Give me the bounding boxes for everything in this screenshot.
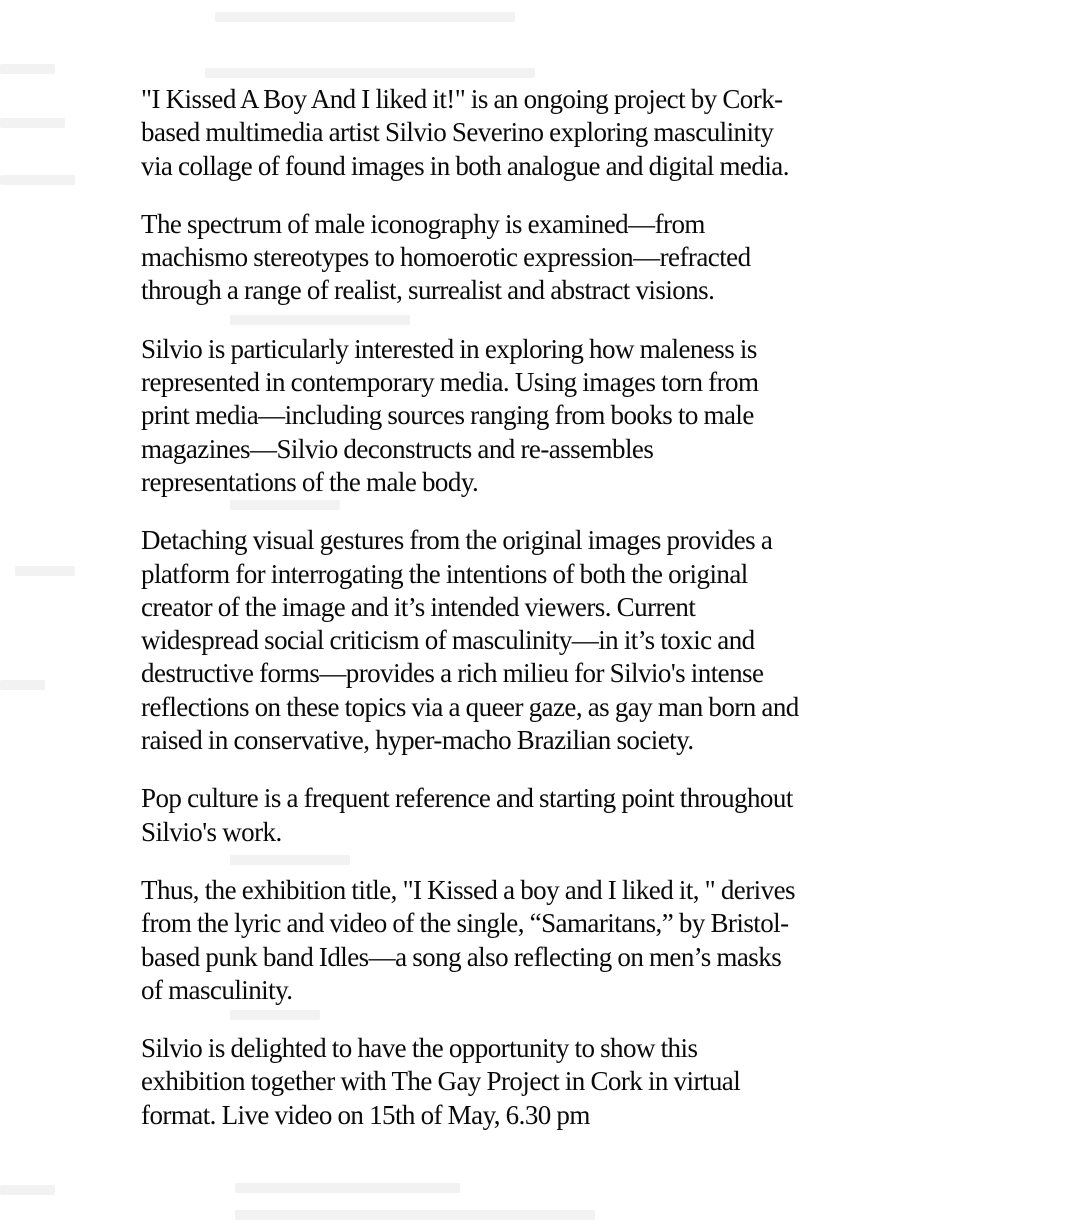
text-line: print media—including sources ranging from books to male [141,400,754,431]
text-line: representations of the male body. [141,466,479,497]
text-line: format. Live video on 15th of May, 6.30 pm [141,1099,590,1130]
paragraph-pop-culture [141,782,941,849]
text-line: Silvio's work. [141,816,282,847]
text-line: of masculinity. [141,974,293,1005]
text-line: Silvio is delighted to have the opportunity to show this [141,1033,698,1064]
text-line: destructive forms—provides a rich milieu for Silvio's intense [141,658,764,689]
text-line: "I Kissed A Boy And I liked it!" is an ongoing project by Cork- [141,84,783,114]
text-line: machismo stereotypes to homoerotic expression—refracted [141,242,751,273]
text-line: platform for interrogating the intentions of both the original [141,558,748,589]
ghost-line [0,680,45,690]
text-line: widespread social criticism of masculinity—in it’s toxic and [141,625,755,656]
text-line: Thus, the exhibition title, "I Kissed a boy and I liked it, " derives [141,874,795,905]
paragraph-media-interest [141,333,941,499]
text-line: Silvio is particularly interested in exploring how maleness is [141,333,757,364]
ghost-line [235,1183,460,1193]
paragraph-intro [141,83,941,183]
paragraph-iconography [141,208,941,308]
paragraph-event-info [141,1032,941,1132]
text-line: Detaching visual gestures from the original images provides a [141,525,773,556]
ghost-line [0,1185,55,1195]
ghost-line [0,64,55,74]
text-line: from the lyric and video of the single, “Samaritans,” by Bristol- [141,908,789,939]
ghost-line [0,175,75,185]
text-line: via collage of found images in both analogue and digital media. [141,150,789,181]
ghost-line [215,12,515,22]
exhibition-description [141,83,941,1157]
ghost-line [15,566,75,576]
text-line: Pop culture is a frequent reference and starting point throughout [141,783,793,814]
text-line: through a range of realist, surrealist and abstract visions. [141,275,715,306]
text-line: based punk band Idles—a song also reflecting on men’s masks [141,941,782,972]
paragraph-title-origin [141,874,941,1007]
text-line: creator of the image and it’s intended viewers. Current [141,591,696,622]
ghost-line [235,1210,595,1220]
text-line: based multimedia artist Silvio Severino exploring masculinity [141,117,774,148]
text-line: magazines—Silvio deconstructs and re-assembles [141,433,654,464]
text-line: represented in contemporary media. Using images torn from [141,367,759,398]
text-line: raised in conservative, hyper-macho Brazilian society. [141,725,694,756]
paragraph-visual-gestures [141,524,941,757]
text-line: The spectrum of male iconography is examined—from [141,208,705,239]
ghost-line [205,68,535,78]
ghost-line [0,118,65,128]
text-line: reflections on these topics via a queer gaze, as gay man born and [141,691,799,722]
text-line: exhibition together with The Gay Project in Cork in virtual [141,1066,741,1097]
